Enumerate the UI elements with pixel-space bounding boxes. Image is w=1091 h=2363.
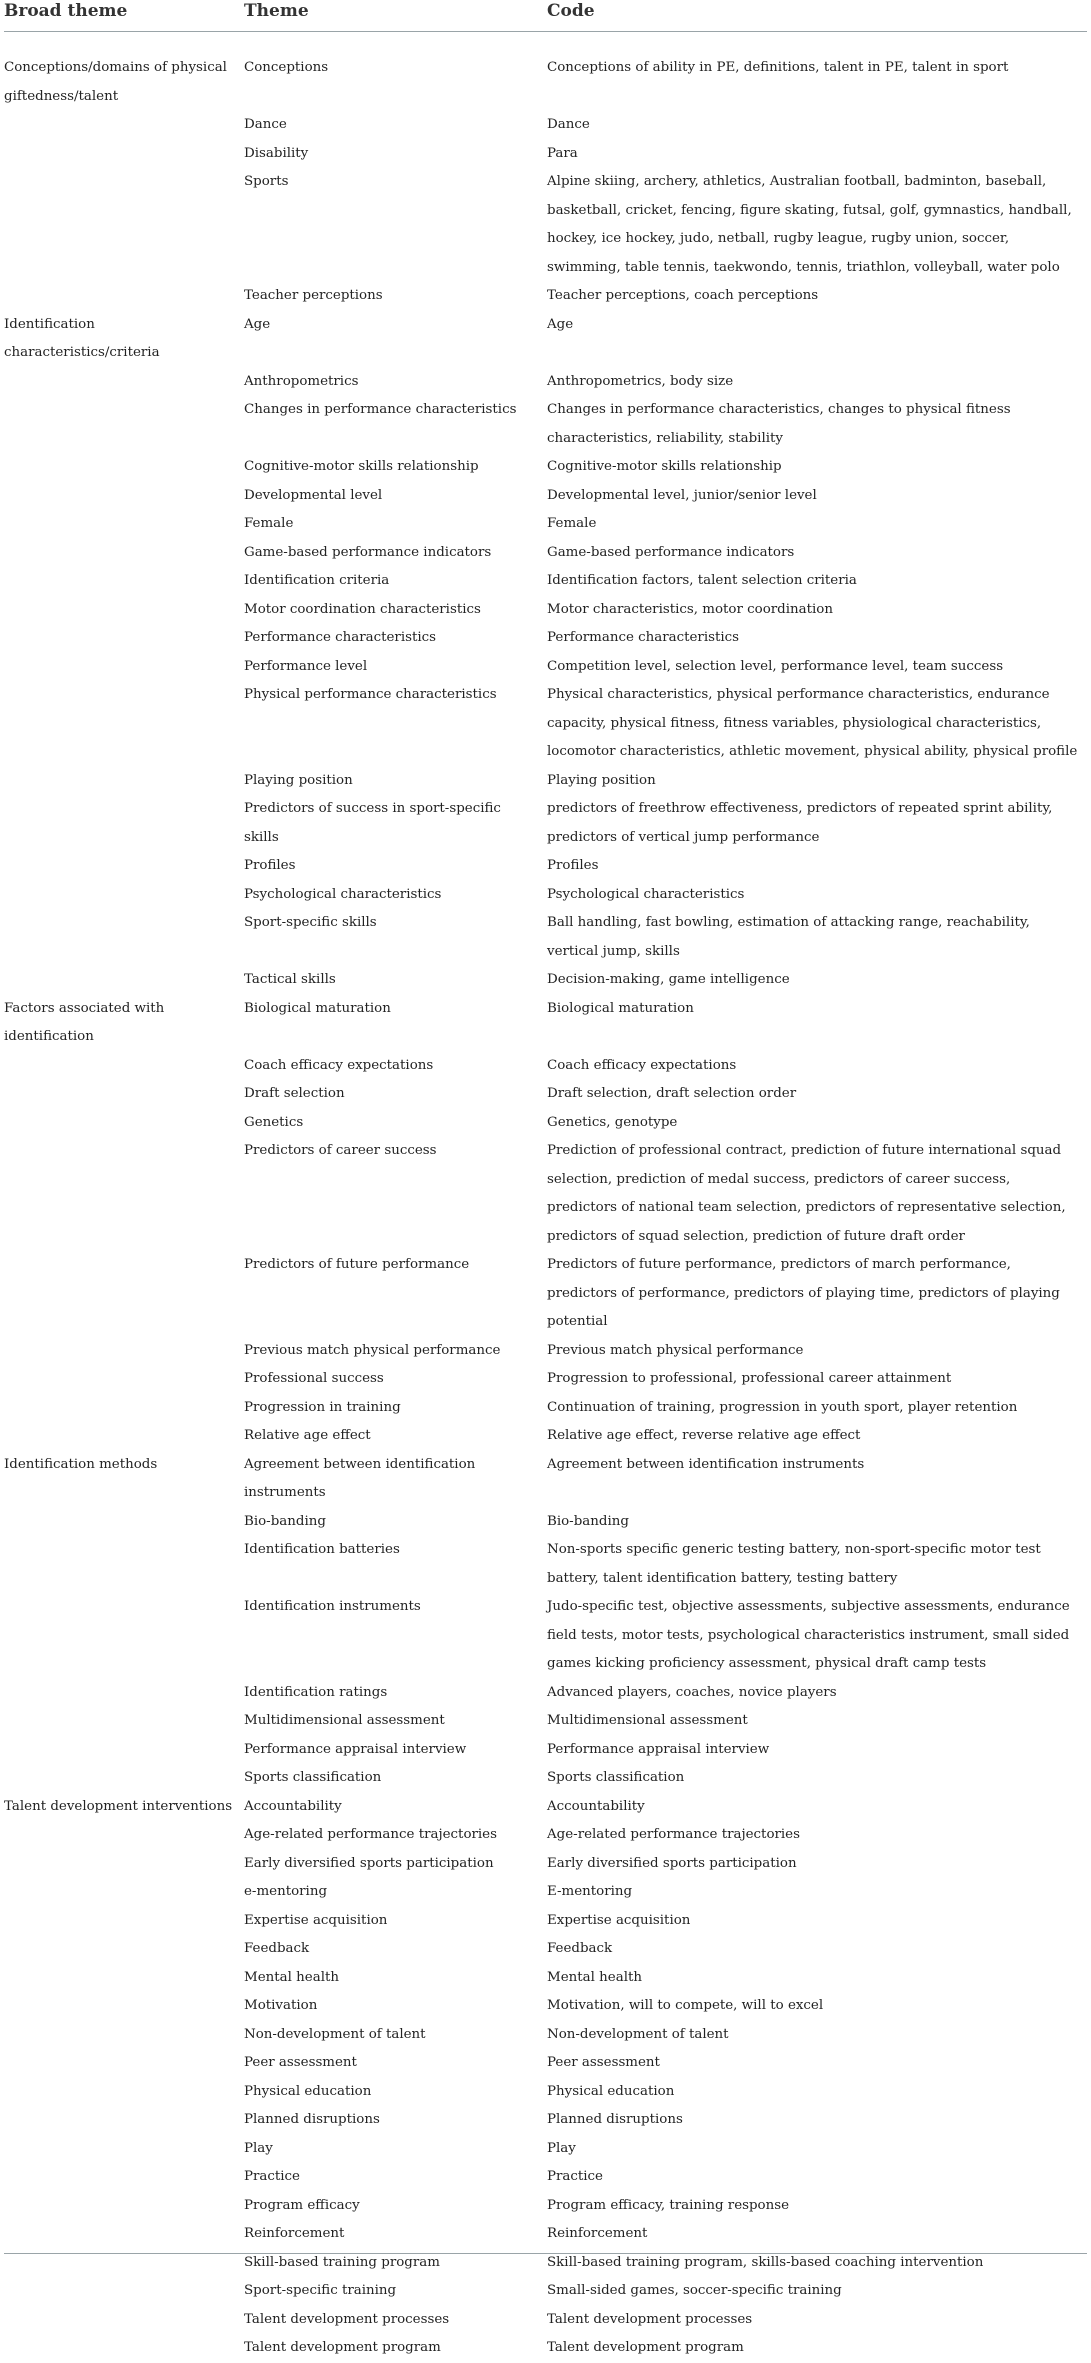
code-cell: Multidimensional assessment — [547, 1713, 748, 1728]
theme-cell: Previous match physical performance — [244, 1342, 501, 1358]
table-row — [4, 909, 1087, 966]
code-cell: Motor characteristics, motor coordination — [547, 601, 833, 617]
code-cell: Motivation, will to compete, will to excel — [547, 1998, 824, 2013]
table-row — [4, 2277, 1087, 2306]
theme-cell: Sport-specific skills — [244, 915, 377, 930]
broad-theme-cell — [4, 2277, 244, 2306]
table-row — [4, 1536, 1087, 1593]
broad-theme-cell — [4, 1964, 244, 1993]
theme-cell: Mental health — [244, 1969, 339, 1985]
theme-cell: Dance — [244, 117, 287, 132]
code-cell: E-mentoring — [547, 1884, 633, 1899]
broad-theme-cell — [4, 1251, 244, 1337]
table-row — [4, 1080, 1087, 1109]
table-row — [4, 2078, 1087, 2107]
table-row — [4, 1593, 1087, 1679]
theme-cell: Disability — [244, 145, 309, 161]
table-row — [4, 1964, 1087, 1993]
code-cell: Game-based performance indicators — [547, 544, 795, 560]
code-cell: Alpine skiing, archery, athletics, Australian football, badminton, baseball, basketball, cricket, fencing, figure skating, futsal, golf, gymnastics, handball, hockey, ice hockey, judo, netball, rugby league, rugby union, soccer, swimming, table tennis, taekwondo, tennis, triathlon, volleyball, water polo — [547, 174, 1072, 275]
code-cell: Non-development of talent — [547, 2026, 729, 2042]
broad-theme-cell — [4, 1764, 244, 1793]
code-cell: Teacher perceptions, coach perceptions — [547, 288, 819, 303]
code-cell: Advanced players, coaches, novice players — [547, 1684, 837, 1700]
broad-theme-cell — [4, 852, 244, 881]
broad-theme-cell — [4, 396, 244, 453]
theme-cell: Age-related performance trajectories — [244, 1827, 497, 1842]
header-theme: Theme — [244, 0, 547, 32]
theme-cell: Developmental level — [244, 487, 383, 503]
code-cell: Continuation of training, progression in youth sport, player retention — [547, 1399, 1018, 1415]
table-row — [4, 539, 1087, 568]
broad-theme-cell — [4, 2078, 244, 2107]
table-row — [4, 995, 1087, 1052]
broad-theme-cell: Conceptions/domains of physical giftedness/talent — [4, 60, 227, 104]
code-cell: Relative age effect, reverse relative age effect — [547, 1428, 861, 1443]
broad-theme-cell — [4, 1935, 244, 1964]
theme-cell: Conceptions — [244, 60, 329, 75]
table-row — [4, 2306, 1087, 2335]
code-cell: Age-related performance trajectories — [547, 1827, 800, 1842]
theme-cell: Psychological characteristics — [244, 886, 442, 902]
table-row — [4, 482, 1087, 511]
table-row — [4, 2220, 1087, 2249]
theme-cell: Feedback — [244, 1941, 310, 1956]
code-cell: Competition level, selection level, performance level, team success — [547, 658, 1004, 674]
theme-cell: Talent development program — [244, 2340, 441, 2355]
theme-cell: Multidimensional assessment — [244, 1713, 445, 1728]
theme-cell: Peer assessment — [244, 2055, 357, 2070]
table-row — [4, 282, 1087, 311]
table-row — [4, 2163, 1087, 2192]
code-cell: Progression to professional, professional career attainment — [547, 1371, 952, 1386]
code-cell: Judo-specific test, objective assessments, subjective assessments, endurance field tests, motor tests, psychological characteristics instrument, small sided games kicking proficiency assessment, physical draft camp tests — [547, 1599, 1070, 1671]
broad-theme-cell: Factors associated with identification — [4, 1000, 165, 1044]
code-cell: Planned disruptions — [547, 2112, 683, 2127]
broad-theme-cell — [4, 282, 244, 311]
broad-theme-cell — [4, 909, 244, 966]
theme-cell: Relative age effect — [244, 1428, 371, 1443]
table-body — [4, 32, 1087, 2363]
code-cell: Expertise acquisition — [547, 1912, 691, 1928]
table-row — [4, 624, 1087, 653]
code-cell: Profiles — [547, 858, 599, 873]
theme-cell: Performance level — [244, 658, 368, 674]
table-row — [4, 1337, 1087, 1366]
broad-theme-cell — [4, 2192, 244, 2221]
table-row — [4, 653, 1087, 682]
theme-cell: Predictors of career success — [244, 1143, 437, 1158]
table-row — [4, 2192, 1087, 2221]
code-cell: Changes in performance characteristics, changes to physical fitness characteristics, reliability, stability — [547, 402, 1011, 446]
broad-theme-cell — [4, 624, 244, 653]
table-row — [4, 1508, 1087, 1537]
table-row — [4, 2106, 1087, 2135]
code-cell: Draft selection, draft selection order — [547, 1086, 797, 1101]
table-row — [4, 681, 1087, 767]
table-row — [4, 1251, 1087, 1337]
broad-theme-cell — [4, 1137, 244, 1251]
theme-cell: Predictors of success in sport-specific skills — [244, 801, 501, 845]
code-cell: Skill-based training program, skills-based coaching intervention — [547, 2254, 984, 2270]
code-cell: Sports classification — [547, 1770, 685, 1785]
table-header — [4, 0, 1087, 32]
code-cell: Female — [547, 516, 597, 531]
code-cell: Performance appraisal interview — [547, 1741, 770, 1757]
table-row — [4, 1365, 1087, 1394]
code-cell: Genetics, genotype — [547, 1114, 678, 1130]
broad-theme-cell — [4, 453, 244, 482]
broad-theme-cell — [4, 111, 244, 140]
table-row — [4, 1907, 1087, 1936]
theme-cell: Changes in performance characteristics — [244, 402, 517, 417]
table-row — [4, 1394, 1087, 1423]
broad-theme-cell — [4, 1508, 244, 1537]
table-row — [4, 453, 1087, 482]
code-cell: Reinforcement — [547, 2226, 648, 2241]
table-row — [4, 168, 1087, 282]
broad-theme-cell — [4, 1536, 244, 1593]
table-row — [4, 1793, 1087, 1822]
code-cell: Non-sports specific generic testing battery, non-sport-specific motor test battery, talent identification battery, testing battery — [547, 1542, 1041, 1586]
broad-theme-cell — [4, 653, 244, 682]
code-cell: Early diversified sports participation — [547, 1855, 797, 1871]
table-row — [4, 1707, 1087, 1736]
theme-cell: Performance characteristics — [244, 630, 437, 645]
theme-cell: Teacher perceptions — [244, 288, 383, 303]
table-row — [4, 1821, 1087, 1850]
code-cell: Playing position — [547, 772, 656, 788]
theme-cell: Practice — [244, 2169, 300, 2184]
code-cell: Biological maturation — [547, 1000, 694, 1016]
theme-cell: Expertise acquisition — [244, 1912, 388, 1928]
broad-theme-cell — [4, 510, 244, 539]
broad-theme-cell — [4, 966, 244, 995]
code-cell: predictors of freethrow effectiveness, predictors of repeated sprint ability, predictors of vertical jump performance — [547, 801, 1053, 845]
table-bottom-rule — [4, 2253, 1087, 2254]
theme-cell: Play — [244, 2140, 273, 2156]
theme-cell: Sport-specific training — [244, 2283, 397, 2298]
theme-cell: Program efficacy — [244, 2197, 360, 2213]
theme-cell: Skill-based training program — [244, 2254, 440, 2270]
broad-theme-cell — [4, 681, 244, 767]
table-row — [4, 1764, 1087, 1793]
code-cell: Talent development program — [547, 2340, 744, 2355]
broad-theme-cell — [4, 1365, 244, 1394]
broad-theme-cell — [4, 567, 244, 596]
table-row — [4, 2135, 1087, 2164]
theme-cell: Sports classification — [244, 1770, 382, 1785]
theme-cell: Predictors of future performance — [244, 1257, 470, 1272]
broad-theme-cell — [4, 140, 244, 169]
code-cell: Psychological characteristics — [547, 886, 745, 902]
table-row — [4, 2049, 1087, 2078]
theme-cell: Genetics — [244, 1114, 304, 1130]
theme-cell: Motivation — [244, 1998, 318, 2013]
theme-cell: Physical performance characteristics — [244, 687, 497, 702]
broad-theme-cell — [4, 2021, 244, 2050]
broad-theme-cell — [4, 368, 244, 397]
code-cell: Cognitive-motor skills relationship — [547, 459, 782, 474]
header-row — [4, 0, 1087, 32]
broad-theme-cell — [4, 1821, 244, 1850]
table-row — [4, 1422, 1087, 1451]
table-row — [4, 1451, 1087, 1508]
code-cell: Play — [547, 2140, 576, 2156]
broad-theme-cell — [4, 2306, 244, 2335]
broad-theme-cell — [4, 1593, 244, 1679]
broad-theme-cell — [4, 1707, 244, 1736]
code-cell: Coach efficacy expectations — [547, 1057, 737, 1073]
theme-cell: Identification criteria — [244, 573, 390, 588]
code-cell: Agreement between identification instruments — [547, 1456, 865, 1472]
broad-theme-cell — [4, 1907, 244, 1936]
table-row — [4, 1736, 1087, 1765]
code-cell: Program efficacy, training response — [547, 2197, 790, 2213]
code-cell: Previous match physical performance — [547, 1342, 804, 1358]
table-row — [4, 1992, 1087, 2021]
code-cell: Decision-making, game intelligence — [547, 972, 790, 987]
theme-cell: Bio-banding — [244, 1513, 326, 1529]
broad-theme-cell — [4, 1992, 244, 2021]
theme-cell: Physical education — [244, 2083, 372, 2099]
broad-theme-cell — [4, 1080, 244, 1109]
table-row — [4, 1850, 1087, 1879]
table-row — [4, 596, 1087, 625]
broad-theme-cell — [4, 2135, 244, 2164]
broad-theme-cell — [4, 2163, 244, 2192]
broad-theme-cell — [4, 795, 244, 852]
code-cell: Accountability — [547, 1798, 645, 1814]
code-cell: Performance characteristics — [547, 630, 740, 645]
table-row — [4, 510, 1087, 539]
code-cell: Developmental level, junior/senior level — [547, 487, 817, 503]
table-row — [4, 767, 1087, 796]
table-row — [4, 1052, 1087, 1081]
table-row — [4, 1109, 1087, 1138]
code-cell: Physical characteristics, physical performance characteristics, endurance capacity, physical fitness, fitness variables, physiological characteristics, locomotor characteristics, athletic movement, physical ability, physical profile — [547, 687, 1078, 759]
theme-cell: Profiles — [244, 858, 296, 873]
table-row — [4, 1935, 1087, 1964]
broad-theme-cell — [4, 1052, 244, 1081]
broad-theme-cell: Identification methods — [4, 1456, 158, 1472]
table-row — [4, 1137, 1087, 1251]
theme-cell: Tactical skills — [244, 972, 336, 987]
code-cell: Age — [547, 316, 574, 332]
broad-theme-cell — [4, 1422, 244, 1451]
theme-cell: Draft selection — [244, 1086, 345, 1101]
table-row — [4, 368, 1087, 397]
table-row — [4, 111, 1087, 140]
table-row — [4, 2334, 1087, 2363]
theme-cell: Cognitive-motor skills relationship — [244, 459, 479, 474]
table-row — [4, 140, 1087, 169]
broad-theme-cell — [4, 1850, 244, 1879]
table-row — [4, 2021, 1087, 2050]
broad-theme-cell — [4, 596, 244, 625]
themes-table — [4, 0, 1087, 2363]
code-cell: Small-sided games, soccer-specific training — [547, 2283, 842, 2298]
header-broad-theme: Broad theme — [4, 0, 244, 32]
broad-theme-cell — [4, 539, 244, 568]
theme-cell: Planned disruptions — [244, 2112, 380, 2127]
theme-cell: Reinforcement — [244, 2226, 345, 2241]
theme-cell: Agreement between identification instruments — [244, 1456, 476, 1500]
broad-theme-cell — [4, 2334, 244, 2363]
broad-theme-cell — [4, 168, 244, 282]
theme-cell: Identification batteries — [244, 1542, 400, 1557]
broad-theme-cell — [4, 1109, 244, 1138]
code-cell: Para — [547, 145, 578, 161]
theme-cell: Accountability — [244, 1798, 342, 1814]
table-row — [4, 567, 1087, 596]
broad-theme-cell — [4, 1736, 244, 1765]
theme-cell: Performance appraisal interview — [244, 1741, 467, 1757]
theme-cell: Identification ratings — [244, 1684, 388, 1700]
broad-theme-cell — [4, 482, 244, 511]
theme-cell: Biological maturation — [244, 1000, 391, 1016]
table-row — [4, 795, 1087, 852]
code-cell: Physical education — [547, 2083, 675, 2099]
broad-theme-cell — [4, 1878, 244, 1907]
code-cell: Mental health — [547, 1969, 642, 1985]
broad-theme-cell — [4, 767, 244, 796]
code-cell: Anthropometrics, body size — [547, 373, 734, 389]
theme-cell: Age — [244, 316, 271, 332]
theme-cell: Early diversified sports participation — [244, 1855, 494, 1871]
theme-cell: Motor coordination characteristics — [244, 601, 481, 617]
code-cell: Bio-banding — [547, 1513, 629, 1529]
theme-cell: Game-based performance indicators — [244, 544, 492, 560]
code-cell: Conceptions of ability in PE, definitions, talent in PE, talent in sport — [547, 60, 1009, 75]
code-cell: Peer assessment — [547, 2055, 660, 2070]
broad-theme-cell — [4, 2106, 244, 2135]
code-cell: Feedback — [547, 1941, 613, 1956]
broad-theme-cell: Identification characteristics/criteria — [4, 316, 160, 360]
theme-cell: Non-development of talent — [244, 2026, 426, 2042]
table-row — [4, 396, 1087, 453]
header-code: Code — [547, 0, 1087, 32]
theme-cell: Playing position — [244, 772, 353, 788]
code-cell: Dance — [547, 117, 590, 132]
broad-theme-cell — [4, 2220, 244, 2249]
theme-cell: Talent development processes — [244, 2311, 450, 2327]
table-row — [4, 1679, 1087, 1708]
broad-theme-cell — [4, 881, 244, 910]
theme-cell: Sports — [244, 174, 289, 189]
broad-theme-cell — [4, 1394, 244, 1423]
table-row — [4, 1878, 1087, 1907]
broad-theme-cell — [4, 1679, 244, 1708]
table-row — [4, 881, 1087, 910]
table-row — [4, 311, 1087, 368]
theme-cell: Professional success — [244, 1371, 384, 1386]
broad-theme-cell: Talent development interventions — [4, 1798, 233, 1814]
code-cell: Predictors of future performance, predictors of march performance, predictors of performance, predictors of playing time, predictors of playing potential — [547, 1257, 1060, 1329]
theme-cell: e-mentoring — [244, 1884, 328, 1899]
table-row — [4, 32, 1087, 112]
theme-cell: Identification instruments — [244, 1599, 421, 1614]
code-cell: Identification factors, talent selection criteria — [547, 573, 857, 588]
code-cell: Talent development processes — [547, 2311, 753, 2327]
theme-cell: Anthropometrics — [244, 373, 359, 389]
theme-cell: Coach efficacy expectations — [244, 1057, 434, 1073]
broad-theme-cell — [4, 1337, 244, 1366]
theme-cell: Progression in training — [244, 1399, 401, 1415]
theme-cell: Female — [244, 516, 294, 531]
code-cell: Ball handling, fast bowling, estimation of attacking range, reachability, vertical jump, skills — [547, 915, 1030, 959]
code-cell: Practice — [547, 2169, 603, 2184]
broad-theme-cell — [4, 2049, 244, 2078]
table-row — [4, 966, 1087, 995]
code-cell: Prediction of professional contract, prediction of future international squad selection, prediction of medal success, predictors of career success, predictors of national team selection, predictors of representative selection, predictors of squad selection, prediction of future draft order — [547, 1143, 1066, 1244]
table-row — [4, 852, 1087, 881]
